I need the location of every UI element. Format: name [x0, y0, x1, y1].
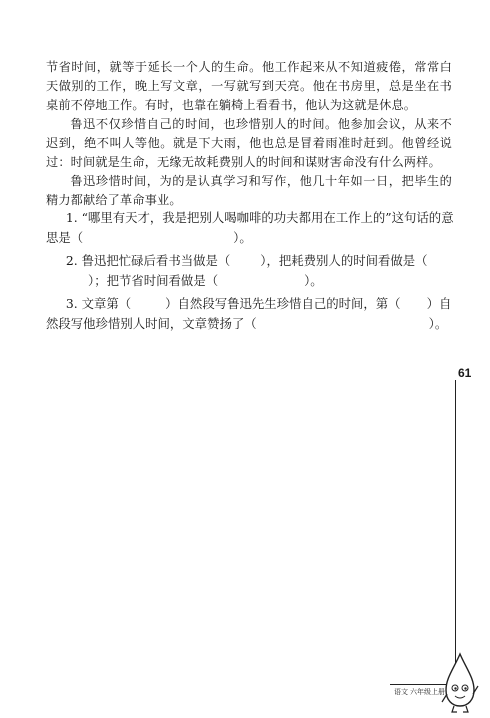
passage-paragraph-2: 鲁迅不仅珍惜自己的时间，也珍惜别人的时间。他参加会议，从来不迟到，绝不叫人等他。就是下大雨，他也总是冒着雨准时赶到。他曾经说过：时间就是生命，无缘无故耗费别人的时间和谋财害命没有什么两样。	[46, 117, 452, 169]
passage-paragraph-3: 鲁迅珍惜时间，为的是认真学习和写作，他几十年如一日，把毕生的精力都献给了革命事业。	[46, 174, 452, 207]
question-3-suffix: ）。	[428, 316, 448, 331]
question-3-mid1: ）自然段写鲁迅先生珍惜自己的时间，第（	[165, 296, 401, 311]
question-2-prefix: 2. 鲁迅把忙碌后看书当做是（	[65, 253, 231, 268]
question-2-mid2: ）；把节省时间看做是（	[88, 273, 219, 288]
question-1-prefix: 1. “哪里有天才，我是把别人喝咖啡的功夫都用在工作上的”这句话的意思是（	[46, 210, 454, 245]
passage-paragraph-1: 节省时间，就等于延长一个人的生命。他工作起来从不知道疲倦，常常白天做别的工作，晚上写文章，一写就写到天亮。他在书房里，总是坐在书桌前不停地工作。有时，也靠在躺椅上看看书，他认为这就是休息。	[46, 60, 452, 112]
footer-label: 语文 六年级上册	[394, 689, 445, 696]
question-2	[46, 251, 456, 291]
question-3-prefix: 3. 文章第（	[65, 296, 132, 311]
question-2-suffix: ）。	[304, 273, 323, 288]
question-1-suffix: ）。	[233, 230, 252, 245]
question-1	[46, 208, 456, 248]
question-3	[46, 294, 456, 334]
question-list	[46, 208, 456, 337]
water-drop-mascot-icon	[440, 650, 480, 714]
reading-passage	[46, 58, 452, 210]
question-3-mid2: ）自然段写他珍惜别人时间，文章赞扬了（	[46, 296, 452, 331]
page-number: 61	[458, 366, 472, 380]
margin-rule	[455, 380, 456, 682]
question-2-mid1: ），把耗费别人的时间看做是（	[260, 253, 428, 268]
